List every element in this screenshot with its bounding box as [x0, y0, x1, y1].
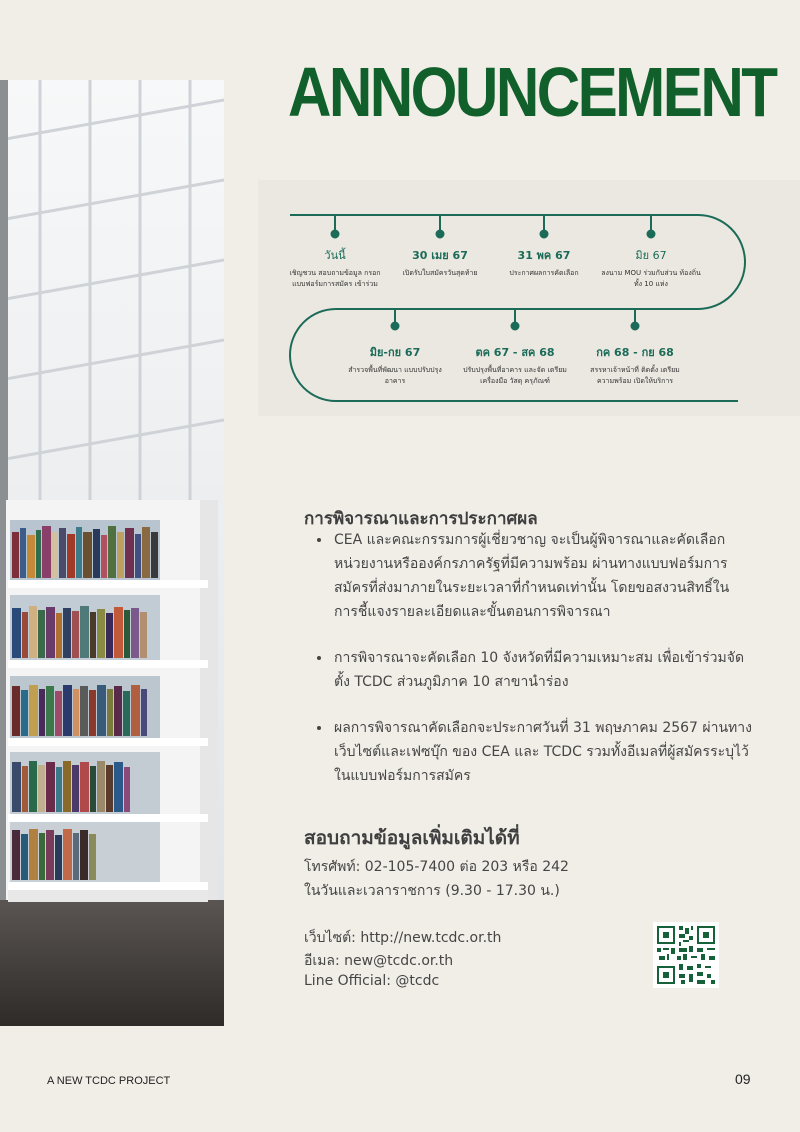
timeline-date: 31 พค 67: [517, 249, 571, 262]
criteria-heading: การพิจารณาและการประกาศผล: [304, 509, 538, 529]
contact-hours: ในวันและเวลาราชการ (9.30 - 17.30 น.): [304, 883, 560, 899]
timeline-dot-6: [512, 323, 519, 330]
footer-project: A NEW TCDC PROJECT: [47, 1075, 171, 1087]
timeline-dot-5: [392, 323, 399, 330]
timeline-date: กค 68 - กย 68: [596, 346, 674, 359]
timeline-desc: สำรวจพื้นที่พัฒนา แบบปรับปรุงอาคาร: [348, 366, 442, 385]
criteria-list: [314, 528, 752, 810]
page-number: 09: [735, 1071, 751, 1087]
timeline-panel: [258, 180, 800, 416]
contact-phone: โทรศัพท์: 02-105-7400 ต่อ 203 หรือ 242: [304, 859, 569, 875]
timeline-item-may: [494, 246, 594, 279]
timeline-date: มิย 67: [635, 249, 667, 262]
timeline-date: 30 เมย 67: [412, 249, 468, 262]
timeline-date: ตค 67 - สค 68: [475, 346, 555, 359]
list-item: • การพิจารณาจะคัดเลือก 10 จังหวัดที่มีความเหมาะสม เพื่อเข้าร่วมจัดตั้ง TCDC ส่วนภูมิภาค 10 สาขานำร่อง: [332, 646, 752, 694]
timeline-desc: เชิญชวน สอบถามข้อมูล กรอกแบบฟอร์มการสมัคร เข้าร่วม: [289, 269, 381, 288]
timeline-item-jul-sep: [584, 343, 686, 387]
page-title: ANNOUNCEMENT: [288, 53, 776, 131]
library-bookshelf-photo: [0, 80, 224, 1026]
timeline-desc: ปรับปรุงพื้นที่อาคาร และจัด เตรียมเครื่องมือ วัสดุ ครุภัณฑ์: [463, 366, 567, 385]
timeline-item-oct-aug: [462, 343, 568, 387]
timeline-desc: ประกาศผลการคัดเลือก: [509, 269, 579, 277]
timeline-date: มิย-กย 67: [369, 346, 421, 359]
list-item: • ผลการพิจารณาคัดเลือกจะประกาศวันที่ 31 พฤษภาคม 2567 ผ่านทางเว็บไซต์และเฟซบุ๊ก ของ CEA และ TCDC รวมทั้งอีเมลที่ผู้สมัครระบุไว้ในแบบฟอร์มการสมัคร: [332, 716, 752, 788]
timeline-item-apr: [385, 246, 495, 279]
contact-website[interactable]: เว็บไซต์: http://new.tcdc.or.th: [304, 930, 502, 946]
contact-email[interactable]: อีเมล: new@tcdc.or.th: [304, 953, 454, 969]
contact-line[interactable]: Line Official: @tcdc: [304, 973, 440, 989]
timeline-dot-3: [541, 231, 548, 238]
contact-heading: สอบถามข้อมูลเพิ่มเติมได้ที่: [304, 827, 520, 849]
timeline-item-jun-sep: [345, 343, 445, 387]
timeline-desc: สรรหาเจ้าหน้าที่ ติดตั้ง เตรียมความพร้อม เปิดให้บริการ: [590, 366, 680, 385]
timeline-item-today: [285, 246, 385, 290]
timeline-desc: ลงนาม MOU ร่วมกับส่วน ท้องถิ่นทั้ง 10 แห่ง: [601, 269, 701, 288]
timeline-dot-4: [648, 231, 655, 238]
timeline-dot-2: [437, 231, 444, 238]
timeline-desc: เปิดรับใบสมัครวันสุดท้าย: [402, 269, 478, 277]
timeline-dot-1: [332, 231, 339, 238]
list-item: • CEA และคณะกรรมการผู้เชี่ยวชาญ จะเป็นผู้พิจารณาและคัดเลือกหน่วยงานหรือองค์กรภาครัฐที่มีความพร้อม ผ่านทางแบบฟอร์มการสมัครที่ส่งมาภายในระยะเวลาที่กำหนดเท่านั้น โดยขอสงวนสิทธิ์ในการชี้แจงรายละเอียดและขั้นตอนการพิจารณา: [332, 528, 752, 624]
timeline-item-jun: [601, 246, 701, 290]
qr-code[interactable]: [653, 922, 719, 988]
timeline-dot-7: [632, 323, 639, 330]
timeline-date: วันนี้: [324, 249, 346, 262]
